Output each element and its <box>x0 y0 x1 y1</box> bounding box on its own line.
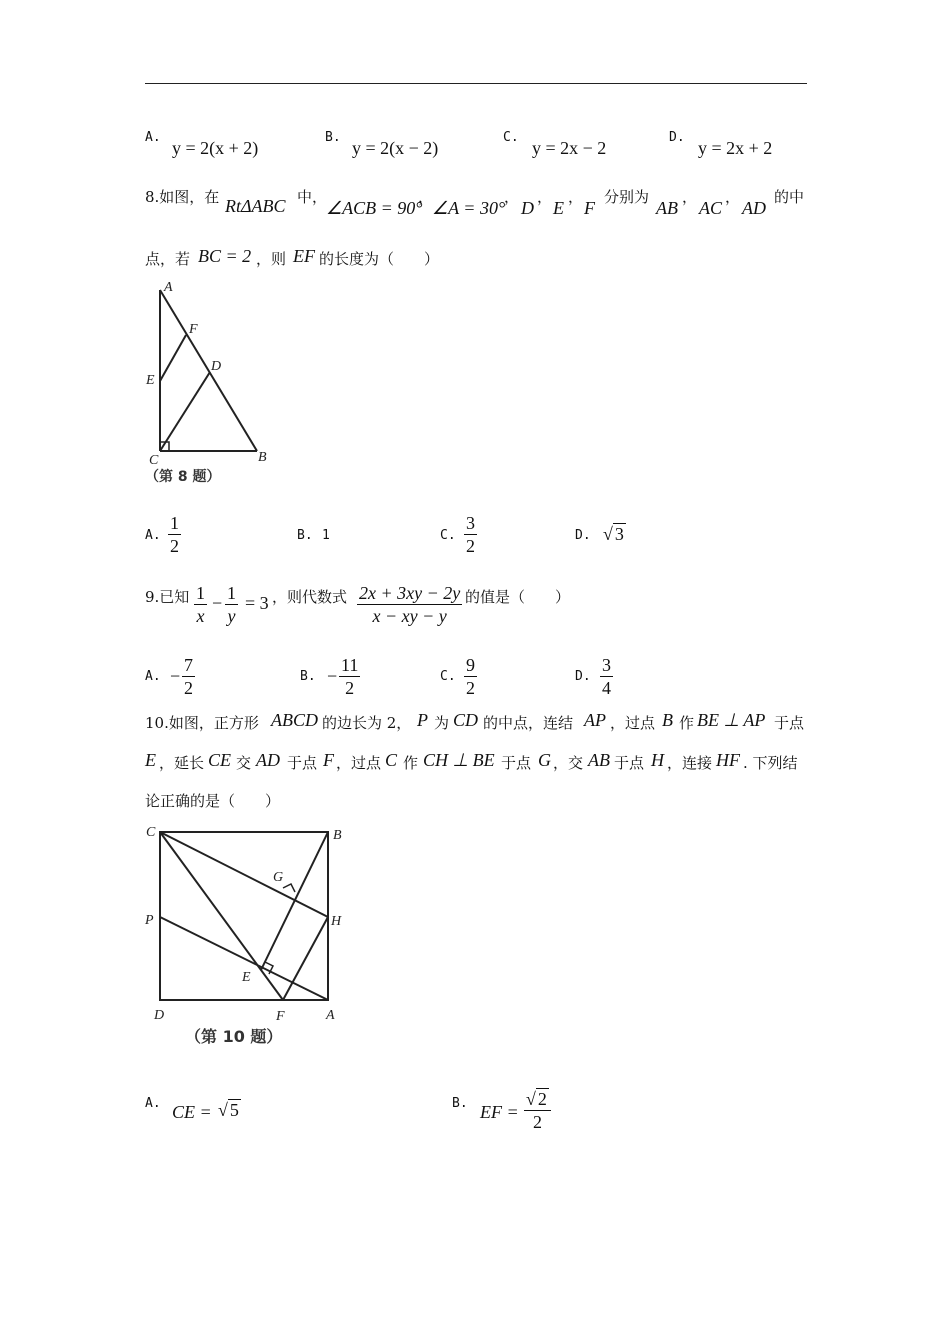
q8-comma: ， <box>418 188 434 206</box>
q9-option-d-fraction <box>600 654 613 699</box>
q10-ap: AP <box>584 710 606 730</box>
segment-ch <box>160 832 328 917</box>
q10-l2j: . 下列结 <box>743 754 798 772</box>
segment-cd <box>160 372 210 451</box>
q10-ce: CE <box>208 750 232 770</box>
numerator: 1 <box>227 583 236 603</box>
q10-l1c: 为 <box>434 714 450 732</box>
q8-option-c-letter: C. <box>440 528 456 543</box>
q8-seg-ab: AB <box>656 198 678 218</box>
header-rule <box>145 83 807 84</box>
q10-l3: 论正确的是（ ） <box>145 792 281 810</box>
q9-intro: 9.已知 <box>145 588 190 606</box>
denominator: 4 <box>602 678 611 698</box>
right-angle-mark-g <box>283 884 295 892</box>
q8-comma: ， <box>568 188 584 206</box>
q10-ch-perp-be: CH ⊥ BE <box>423 750 495 770</box>
q10-be-perp-ap: BE ⊥ AP <box>697 710 766 730</box>
denominator: 2 <box>184 678 193 698</box>
label-b: B <box>258 450 267 465</box>
q10-ad: AD <box>256 750 280 770</box>
q10-l2e: 作 <box>403 754 419 772</box>
q10-cd: CD <box>453 710 479 730</box>
q10-l1d: 的中点，连结 <box>483 714 574 732</box>
q10-option-a-sqrt: √ 5 <box>218 1100 239 1120</box>
q7-option-d-letter: D. <box>669 130 685 145</box>
denominator: 2 <box>532 1112 542 1132</box>
q8-point-d: D <box>521 198 534 218</box>
q8-option-d-sqrt: √ 3 <box>603 524 624 544</box>
q10-l2f: 于点 <box>501 754 532 772</box>
denominator: x − xy − y <box>372 606 447 626</box>
denominator: x <box>196 606 205 626</box>
label-p: P <box>145 913 154 928</box>
q10-l2c: 于点 <box>287 754 318 772</box>
q10-option-b-fraction <box>524 1088 551 1133</box>
q8-angle-acb: ∠ACB = 90° <box>326 198 423 218</box>
q7-option-c-expr: y = 2x − 2 <box>532 138 607 158</box>
denominator: 2 <box>345 678 355 698</box>
q10-option-a-lhs: CE = <box>172 1102 212 1122</box>
q9-option-d-letter: D. <box>575 669 591 684</box>
q10-option-b-lhs: EF = <box>480 1102 519 1122</box>
q8-fenbie: 分别为 <box>604 188 650 206</box>
numerator: 1 <box>170 513 179 533</box>
q10-l2d: ，过点 <box>336 754 382 772</box>
q8-condition: BC = 2 <box>198 246 252 266</box>
numerator: √ 2 <box>524 1088 551 1111</box>
denominator: 2 <box>466 678 475 698</box>
q10-p: P <box>417 710 428 730</box>
q9-option-c-letter: C. <box>440 669 456 684</box>
q9-fraction-1-over-y <box>225 582 238 627</box>
label-a: A <box>326 1008 335 1023</box>
q8-point-f: F <box>584 198 595 218</box>
q8-seg-ac: AC <box>699 198 723 218</box>
q10-l1a: 10.如图，正方形 <box>145 714 259 732</box>
q7-option-a-expr: y = 2(x + 2) <box>172 138 259 158</box>
q10-l2h: 于点 <box>614 754 645 772</box>
q10-l1g: 于点 <box>774 714 805 732</box>
q8-option-d-letter: D. <box>575 528 591 543</box>
q8-comma: ， <box>537 188 553 206</box>
q9-minus: − <box>212 593 223 613</box>
numerator: 1 <box>196 583 205 603</box>
figure-8-caption: （第 8 题） <box>145 469 221 485</box>
numerator: 2x + 3xy − 2y <box>359 583 461 603</box>
q10-c: C <box>385 750 398 770</box>
q8-point-e: E <box>553 198 564 218</box>
numerator: 3 <box>466 513 475 533</box>
q10-option-b-letter: B. <box>452 1096 468 1111</box>
q10-l2i: ，连接 <box>667 754 713 772</box>
q8-line2-c: 的长度为（ ） <box>319 250 440 268</box>
label-g: G <box>273 870 284 885</box>
q10-ab: AB <box>588 750 610 770</box>
q9-mid: ，则代数式 <box>272 588 348 606</box>
q8-option-a-letter: A. <box>145 528 161 543</box>
q8-option-b-letter: B. <box>297 528 313 543</box>
q9-option-b-letter: B. <box>300 669 316 684</box>
figure-10-diagram <box>140 820 360 1030</box>
q8-option-b-value: 1 <box>322 528 330 543</box>
label-e: E <box>146 373 155 388</box>
q10-hf: HF <box>716 750 740 770</box>
q8-zhong: 中， <box>297 188 328 206</box>
radicand: 3 <box>614 524 624 544</box>
q8-angle-a: ∠A = 30° <box>432 198 506 218</box>
figure-8-diagram <box>140 278 290 490</box>
q10-option-a-letter: A. <box>145 1096 161 1111</box>
q10-l2a: ，延长 <box>159 754 205 772</box>
radicand: 2 <box>537 1089 547 1109</box>
segment-pa <box>160 917 328 1000</box>
q9-option-c-fraction <box>464 654 477 699</box>
numerator: 11 <box>341 655 359 675</box>
q8-triangle: RtΔABC <box>225 196 286 216</box>
q8-seg-ad: AD <box>742 198 766 218</box>
label-c: C <box>146 825 156 840</box>
segment-hf <box>283 917 328 1000</box>
radicand: 5 <box>229 1100 239 1120</box>
numerator: 3 <box>602 655 611 675</box>
label-a: A <box>164 280 173 295</box>
segment-cf <box>160 832 283 1000</box>
denominator: 2 <box>170 536 179 556</box>
q10-g: G <box>538 750 551 770</box>
q7-option-b-expr: y = 2(x − 2) <box>352 138 439 158</box>
q8-comma: ， <box>725 188 741 206</box>
label-f: F <box>276 1009 285 1024</box>
label-b: B <box>333 828 342 843</box>
q9-end: 的值是（ ） <box>465 588 571 606</box>
q8-ef: EF <box>293 246 315 266</box>
q9-expression-fraction <box>357 582 462 627</box>
q7-option-b-letter: B. <box>325 130 341 145</box>
q8-intro: 8.如图，在 <box>145 188 220 206</box>
q9-option-b-fraction <box>339 654 360 699</box>
q10-e: E <box>145 750 156 770</box>
denominator: 2 <box>466 536 475 556</box>
q10-h: H <box>651 750 664 770</box>
q7-option-d-expr: y = 2x + 2 <box>698 138 773 158</box>
q9-fraction-1-over-x <box>194 582 207 627</box>
denominator: y <box>227 606 236 626</box>
q10-l1e: ，过点 <box>610 714 656 732</box>
label-c: C <box>149 453 159 468</box>
q10-l2g: ，交 <box>553 754 584 772</box>
q7-option-c-letter: C. <box>503 130 519 145</box>
q8-option-c-fraction <box>464 512 477 557</box>
q9-option-a-fraction <box>182 654 195 699</box>
q8-comma: ， <box>682 188 698 206</box>
q10-f: F <box>323 750 334 770</box>
q9-equals-3: = 3 <box>245 593 269 613</box>
q8-dezhong: 的中 <box>774 188 805 206</box>
q8-line2-b: ，则 <box>256 250 287 268</box>
label-d: D <box>154 1008 165 1023</box>
q10-l1b: 的边长为 2， <box>322 714 412 732</box>
label-f: F <box>189 322 198 337</box>
q8-line2-a: 点，若 <box>145 250 191 268</box>
label-h: H <box>331 914 342 929</box>
q9-option-a-letter: A. <box>145 669 161 684</box>
q9-option-a-sign: − <box>170 666 181 686</box>
label-e: E <box>242 970 251 985</box>
q7-option-a-letter: A. <box>145 130 161 145</box>
q10-b: B <box>662 710 673 730</box>
q10-l1f: 作 <box>679 714 695 732</box>
numerator: 9 <box>466 655 475 675</box>
q10-abcd: ABCD <box>271 710 318 730</box>
figure-10-caption: （第 10 题） <box>185 1027 283 1046</box>
segment-be <box>261 832 328 970</box>
numerator: 7 <box>184 655 193 675</box>
q8-comma: ， <box>504 188 520 206</box>
segment-ef <box>160 335 186 381</box>
q10-l2b: 交 <box>236 754 252 772</box>
q8-option-a-fraction <box>168 512 181 557</box>
q9-option-b-sign: − <box>327 666 338 686</box>
label-d: D <box>211 359 222 374</box>
